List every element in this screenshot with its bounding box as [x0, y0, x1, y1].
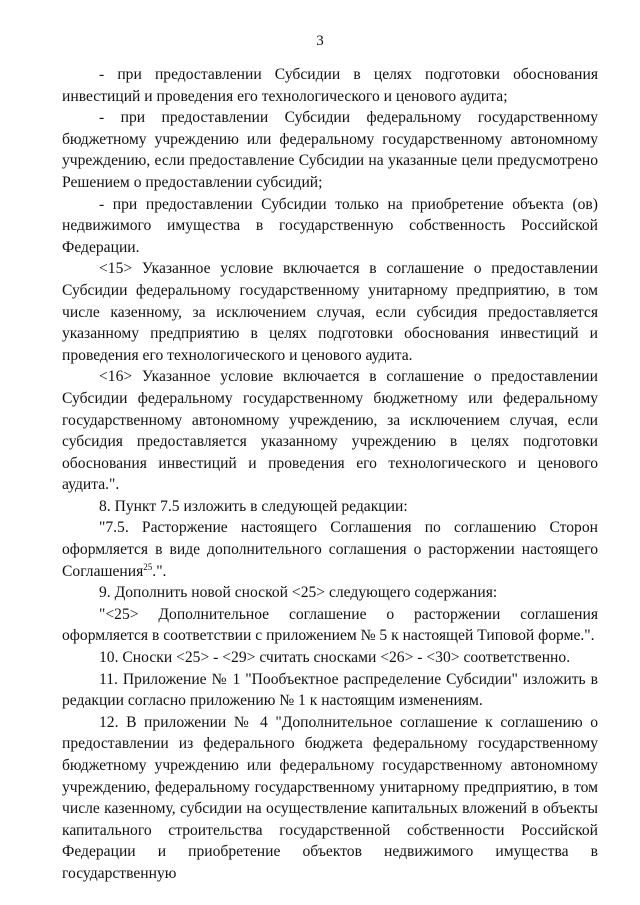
paragraph-investment-audit: - при предоставлении Субсидии в целях подготовки обоснования инвестиций и проведения его технологического и ценового аудита; [62, 66, 598, 105]
item-7-5-tail: .". [152, 562, 167, 580]
item-10: 10. Сноски <25> - <29> считать сносками <26> - <30> соответственно. [99, 649, 571, 667]
footnote-15: <15> Указанное условие включается в соглашение о предоставлении Субсидии федеральному государственному унитарному предприятию, в том числе казенному, за исключением случая, если субсидия предоставляется указанному предприятию в целях подготовки обоснования инвестиций и проведения его технологического и ценового аудита. [62, 260, 598, 364]
footnote-25-text: "<25> Дополнительное соглашение о расторжении соглашения оформляется в соответствии с приложением № 5 к настоящей Типовой форме.". [62, 605, 598, 645]
item-7-5-body: "7.5. Расторжение настоящего Соглашения по соглашению Сторон оформляется в виде дополнительного соглашения о расторжении настоящего Соглашения [62, 519, 598, 580]
item-12: 12. В приложении № 4 "Дополнительное соглашение к соглашению о предоставлении из федерального бюджета федеральному государственному бюджетному учреждению или федеральному государственному автономному учреждению, федеральному государственному унитарному предприятию, в том числе казенному, субсидии на осуществление капитальных вложений в объекты капитального строительства государственной собственности Российской Федерации и приобретение объектов недвижимого имущества в государственную [62, 713, 598, 882]
page-number: 3 [316, 33, 324, 49]
item-7-5-text [62, 517, 598, 582]
item-8: 8. Пункт 7.5 изложить в следующей редакции: [99, 497, 408, 515]
item-9: 9. Дополнить новой сноской <25> следующего содержания: [99, 584, 498, 602]
paragraph-real-estate: - при предоставлении Субсидии только на приобретение объекта (ов) недвижимого имущества в государственную собственность Российской Федерации. [62, 195, 598, 256]
item-11: 11. Приложение № 1 "Пообъектное распределение Субсидии" изложить в редакции согласно приложению № 1 к настоящим изменениям. [62, 670, 598, 710]
footnote-ref-25: 25 [143, 561, 153, 572]
document-body [62, 64, 598, 885]
footnote-16: <16> Указанное условие включается в соглашение о предоставлении Субсидии федеральному государственному бюджетному или федеральному государственному автономному учреждению, за исключением случая, если субсидия предоставляется указанному учреждению в целях подготовки обоснования инвестиций и проведения его технологического и ценового аудита.". [62, 368, 598, 494]
paragraph-budget-institution: - при предоставлении Субсидии федеральному государственному бюджетному учреждению или федеральному государственному автономному учреждению, если предоставление Субсидии на указанные цели предусмотрено Решением о предоставлении субсидий; [62, 109, 598, 191]
